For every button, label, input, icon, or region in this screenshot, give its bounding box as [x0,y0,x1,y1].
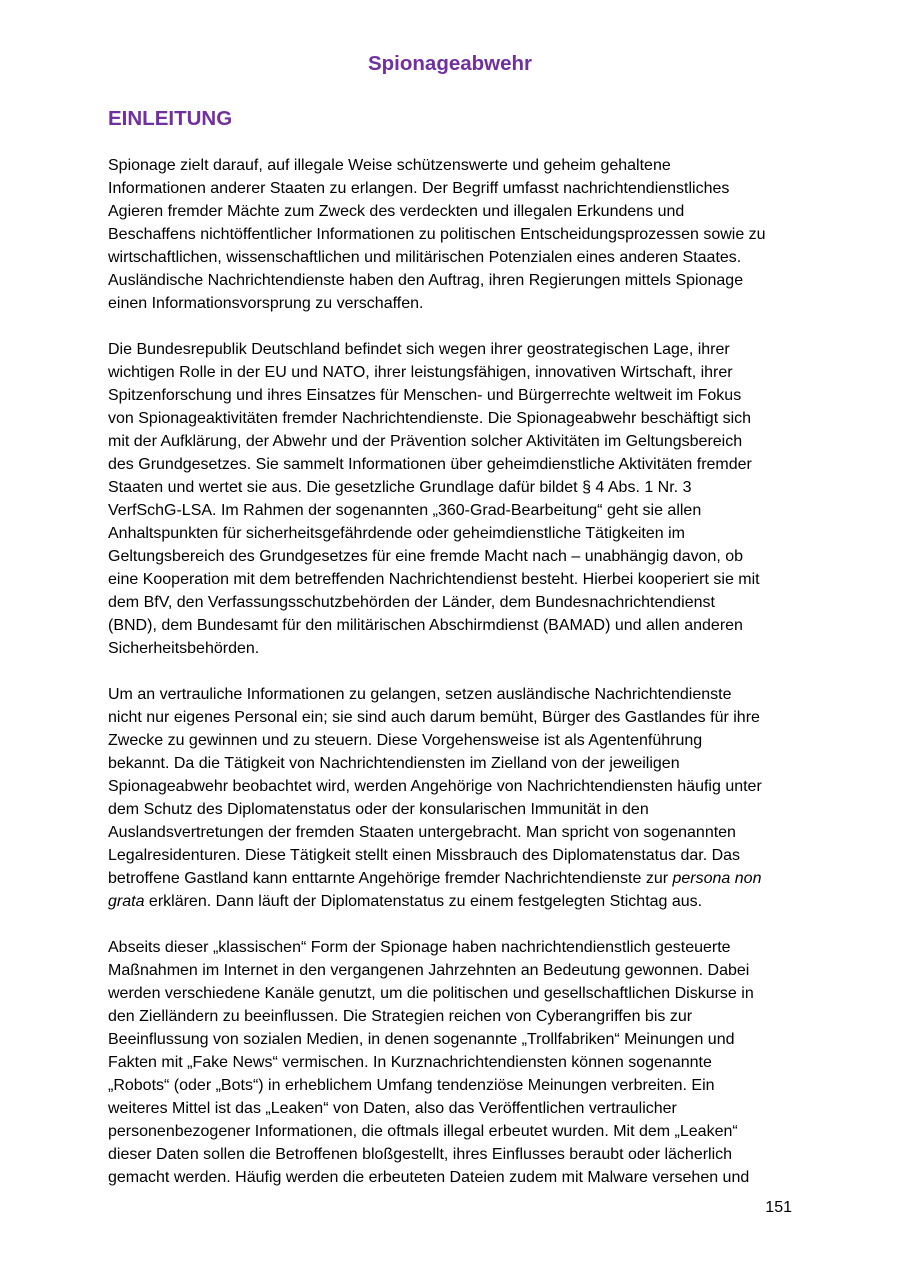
text-line: mit der Aufklärung, der Abwehr und der Prävention solcher Aktivitäten im Geltungsbereich [108,433,743,450]
text-line: wichtigen Rolle in der EU und NATO, ihrer leistungsfähigen, innovativen Wirtschaft, ihrer [108,364,733,381]
page-number: 151 [765,1199,792,1216]
text-line: Geltungsbereich des Grundgesetzes für eine fremde Macht nach – unabhängig davon, ob [108,548,744,565]
text-line: Um an vertrauliche Informationen zu gelangen, setzen ausländische Nachrichtendienste [108,686,732,703]
text-line: Legalresidenturen. Diese Tätigkeit stellt einen Missbrauch des Diplomatenstatus dar. Das [108,847,741,864]
text-line: VerfSchG-LSA. Im Rahmen der sogenannten „360-Grad-Bearbeitung“ geht sie allen [108,502,702,519]
text-line: nicht nur eigenes Personal ein; sie sind auch darum bemüht, Bürger des Gastlandes für ihre [108,709,760,726]
paragraph-2 [108,338,808,660]
text-line: Fakten mit „Fake News“ vermischen. In Kurznachrichtendiensten können sogenannte [108,1054,712,1071]
text-line: den Zielländern zu beeinflussen. Die Strategien reichen von Cyberangriffen bis zur [108,1008,693,1025]
text-line: Ausländische Nachrichtendienste haben den Auftrag, ihren Regierungen mittels Spionage [108,272,744,289]
text-line: Spionageabwehr beobachtet wird, werden Angehörige von Nachrichtendiensten häufig unter [108,778,762,795]
text-line: Spitzenforschung und ihres Einsatzes für Menschen- und Bürgerrechte weltweit im Fokus [108,387,742,404]
text-line: Zwecke zu gewinnen und zu steuern. Diese Vorgehensweise ist als Agentenführung [108,732,703,749]
text-line: personenbezogener Informationen, die oftmals illegal erbeutet wurden. Mit dem „Leaken“ [108,1123,738,1140]
text-line: Beschaffens nichtöffentlicher Informationen zu politischen Entscheidungsprozessen sowie zu [108,226,766,243]
text-line: Beeinflussung von sozialen Medien, in denen sogenannte „Trollfabriken“ Meinungen und [108,1031,735,1048]
text-line: Spionage zielt darauf, auf illegale Weise schützenswerte und geheim gehaltene [108,157,671,174]
page-title: Spionageabwehr [367,52,533,75]
text-line: Sicherheitsbehörden. [108,640,260,657]
text-line: Anhaltspunkten für sicherheitsgefährdende oder geheimdienstliche Tätigkeiten im [108,525,685,542]
text-line: gemacht werden. Häufig werden die erbeuteten Dateien zudem mit Malware versehen und [108,1169,750,1186]
body-text [108,154,808,1212]
text-line: dieser Daten sollen die Betroffenen bloßgestellt, ihres Einflusses beraubt oder lächerlich [108,1146,733,1163]
text-line [108,867,808,890]
text-line: von Spionageaktivitäten fremder Nachrichtendienste. Die Spionageabwehr beschäftigt sich [108,410,752,427]
text-line: „Robots“ (oder „Bots“) in erheblichem Umfang tendenziöse Meinungen verbreiten. Ein [108,1077,715,1094]
text-line: Maßnahmen im Internet in den vergangenen Jahrzehnten an Bedeutung gewonnen. Dabei [108,962,750,979]
text-line: Abseits dieser „klassischen“ Form der Spionage haben nachrichtendienstlich gesteuerte [108,939,731,956]
text-line: werden verschiedene Kanäle genutzt, um die politischen und gesellschaftlichen Diskurse in [108,985,754,1002]
text-line: (BND), dem Bundesamt für den militärischen Abschirmdienst (BAMAD) und allen anderen [108,617,743,634]
section-heading: EINLEITUNG [108,107,233,130]
text-line: dem Schutz des Diplomatenstatus oder der konsularischen Immunität in den [108,801,649,818]
text-run: erklären. Dann läuft der Diplomatenstatus zu einem festgelegten Stichtag aus. [144,893,703,910]
text-line: dem BfV, den Verfassungsschutzbehörden der Länder, dem Bundesnachrichtendienst [108,594,715,611]
text-line: bekannt. Da die Tätigkeit von Nachrichtendiensten im Zielland von der jeweiligen [108,755,680,772]
text-run: betroffene Gastland kann enttarnte Angehörige fremder Nachrichtendienste zur [108,870,673,887]
text-line: Staaten und wertet sie aus. Die gesetzliche Grundlage dafür bildet § 4 Abs. 1 Nr. 3 [108,479,692,496]
italic-term: persona non [672,870,762,887]
paragraph-4 [108,936,808,1189]
paragraph-3 [108,683,808,913]
text-line [108,890,808,913]
paragraph-1 [108,154,808,315]
text-line: des Grundgesetzes. Sie sammelt Informationen über geheimdienstliche Aktivitäten fremder [108,456,752,473]
text-line: einen Informationsvorsprung zu verschaffen. [108,295,424,312]
text-line: Auslandsvertretungen der fremden Staaten untergebracht. Man spricht von sogenannten [108,824,736,841]
text-line: eine Kooperation mit dem betreffenden Nachrichtendienst besteht. Hierbei kooperiert sie mit [108,571,760,588]
text-line: weiteres Mittel ist das „Leaken“ von Daten, also das Veröffentlichen vertraulicher [108,1100,677,1117]
text-line: wirtschaftlichen, wissenschaftlichen und militärischen Potenzialen eines anderen Staates. [108,249,742,266]
italic-term: grata [108,893,145,910]
text-line: Agieren fremder Mächte zum Zweck des verdeckten und illegalen Erkundens und [108,203,685,220]
text-line: Informationen anderer Staaten zu erlangen. Der Begriff umfasst nachrichtendienstliches [108,180,730,197]
text-line: Die Bundesrepublik Deutschland befindet sich wegen ihrer geostrategischen Lage, ihrer [108,341,730,358]
